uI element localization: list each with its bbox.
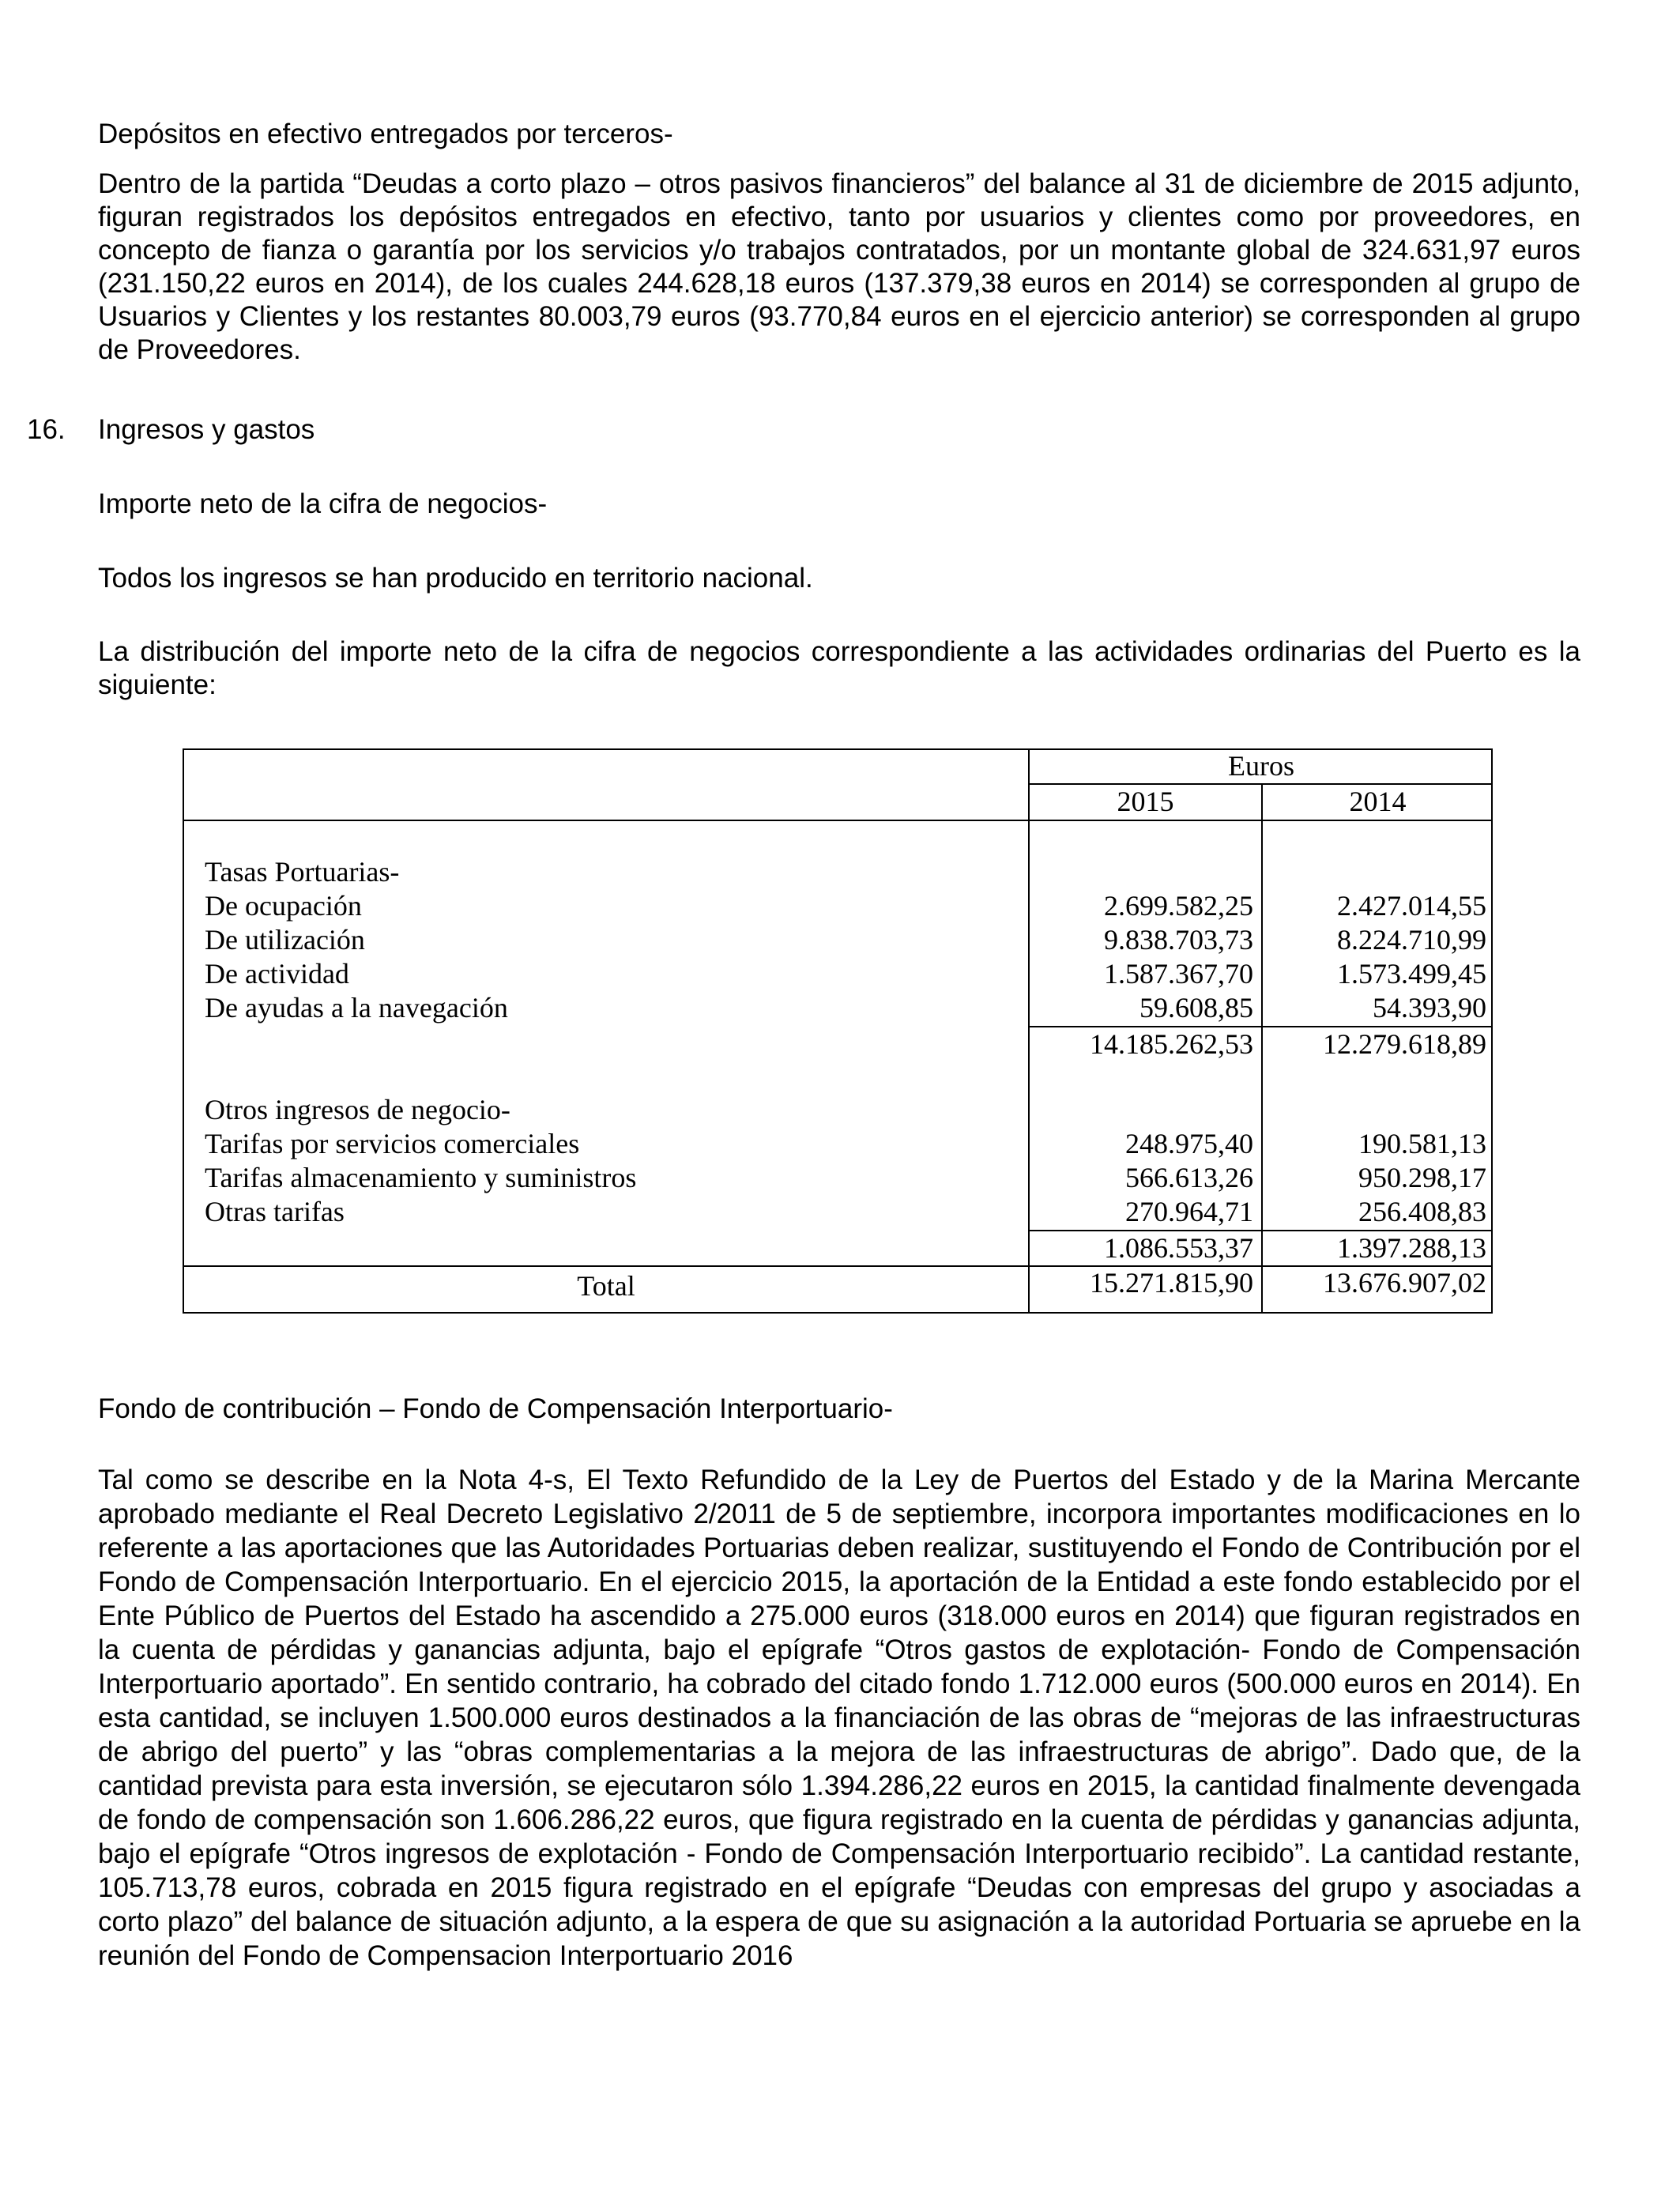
- row-label: De ocupación: [205, 890, 362, 922]
- revenue-table: [183, 748, 1493, 1314]
- revenue-paragraph-1: Todos los ingresos se han producido en territorio nacional.: [98, 563, 813, 594]
- subtotal-2015: 1.086.553,37: [1104, 1232, 1253, 1264]
- col-2014-header: 2014: [1349, 786, 1407, 817]
- total-label: Total: [577, 1270, 635, 1302]
- row-value-2015: 59.608,85: [1139, 992, 1253, 1023]
- divider-subtotal-2: [1028, 1230, 1493, 1231]
- group-title: Otros ingresos de negocio-: [205, 1094, 510, 1125]
- subtotal-2014: 12.279.618,89: [1323, 1028, 1486, 1060]
- divider-subtotal-1: [1028, 1026, 1493, 1027]
- deposits-paragraph: Dentro de la partida “Deudas a corto plazo – otros pasivos financieros” del balance al 31 de diciembre de 2015 adjunto, figuran registrados los depósitos entregados en efectivo, tanto por usuarios y clientes como por proveedores, en concepto de fianza o garantía por los servicios y/o trabajos contratados, por un montante global de 324.631,97 euros (231.150,22 euros en 2014), de los cuales 244.628,18 euros (137.379,38 euros en 2014) se corresponden al grupo de Usuarios y Clientes y los restantes 80.003,79 euros (93.770,84 euros en el ejercicio anterior) se corresponden al grupo de Proveedores.: [98, 168, 1580, 365]
- row-value-2014: 950.298,17: [1358, 1162, 1486, 1193]
- row-label: Tarifas por servicios comerciales: [205, 1128, 580, 1159]
- row-value-2014: 8.224.710,99: [1337, 924, 1486, 956]
- row-label: De utilización: [205, 924, 365, 956]
- row-value-2015: 1.587.367,70: [1104, 958, 1253, 990]
- col-2015-header: 2015: [1117, 786, 1174, 817]
- row-label: Tarifas almacenamiento y suministros: [205, 1162, 637, 1193]
- subtotal-2014: 1.397.288,13: [1337, 1232, 1486, 1264]
- row-label: Otras tarifas: [205, 1196, 345, 1227]
- row-value-2014: 256.408,83: [1358, 1196, 1486, 1227]
- group-title: Tasas Portuarias-: [205, 856, 400, 888]
- section-number: 16.: [27, 414, 66, 445]
- fund-heading: Fondo de contribución – Fondo de Compensación Interportuario-: [98, 1393, 893, 1424]
- fund-paragraph: Tal como se describe en la Nota 4-s, El Texto Refundido de la Ley de Puertos del Estado y de la Marina Mercante aprobado mediante el Real Decreto Legislativo 2/2011 de 5 de septiembre, incorpora importantes modificaciones en lo referente a las aportaciones que las Autoridades Portuarias deben realizar, sustituyendo el Fondo de Contribución por el Fondo de Compensación Interportuario. En el ejercicio 2015, la aportación de la Entidad a este fondo establecido por el Ente Público de Puertos del Estado ha ascendido a 275.000 euros (318.000 euros en 2014) que figuran registrados en la cuenta de pérdidas y ganancias adjunta, bajo el epígrafe “Otros gastos de explotación- Fondo de Compensación Interportuario aportado”. En sentido contrario, ha cobrado del citado fondo 1.712.000 euros (500.000 euros en 2014). En esta cantidad, se incluyen 1.500.000 euros destinados a la financiación de las obras de “mejoras de las infraestructuras de abrigo del puerto” y las “obras complementarias a la mejora de las infraestructuras de abrigo”. Dado que, de la cantidad prevista para esta inversión, se ejecutaron sólo 1.394.286,22 euros en 2015, la cantidad finalmente devengada de fondo de compensación son 1.606.286,22 euros, que figura registrado en la cuenta de pérdidas y ganancias adjunta, bajo el epígrafe “Otros ingresos de explotación - Fondo de Compensación Interportuario recibido”. La cantidad restante, 105.713,78 euros, cobrada en 2015 figura registrado en el epígrafe “Deudas con empresas del grupo y asociadas a corto plazo” del balance de situación adjunto, a la espera de que su asignación a la autoridad Portuaria se apruebe en la reunión del Fondo de Compensacion Interportuario 2016: [98, 1465, 1580, 1971]
- divider-header: [184, 820, 1493, 821]
- section-title: Ingresos y gastos: [98, 414, 315, 445]
- euros-header: Euros: [1228, 750, 1294, 782]
- row-label: De actividad: [205, 958, 349, 990]
- row-label: De ayudas a la navegación: [205, 992, 508, 1023]
- row-value-2014: 190.581,13: [1358, 1128, 1486, 1159]
- divider-euros: [1028, 783, 1493, 785]
- row-value-2015: 566.613,26: [1125, 1162, 1253, 1193]
- row-value-2014: 54.393,90: [1373, 992, 1486, 1023]
- deposits-heading: Depósitos en efectivo entregados por terceros-: [98, 119, 673, 149]
- row-value-2015: 9.838.703,73: [1104, 924, 1253, 956]
- revenue-paragraph-2: La distribución del importe neto de la cifra de negocios correspondiente a las actividades ordinarias del Puerto es la siguiente:: [98, 636, 1580, 700]
- subtotal-2015: 14.185.262,53: [1090, 1028, 1253, 1060]
- revenue-subheading: Importe neto de la cifra de negocios-: [98, 488, 548, 519]
- row-value-2015: 2.699.582,25: [1104, 890, 1253, 922]
- row-value-2015: 248.975,40: [1125, 1128, 1253, 1159]
- row-value-2014: 1.573.499,45: [1337, 958, 1486, 990]
- row-value-2014: 2.427.014,55: [1337, 890, 1486, 922]
- total-2015: 15.271.815,90: [1090, 1267, 1253, 1299]
- total-2014: 13.676.907,02: [1323, 1267, 1486, 1299]
- row-value-2015: 270.964,71: [1125, 1196, 1253, 1227]
